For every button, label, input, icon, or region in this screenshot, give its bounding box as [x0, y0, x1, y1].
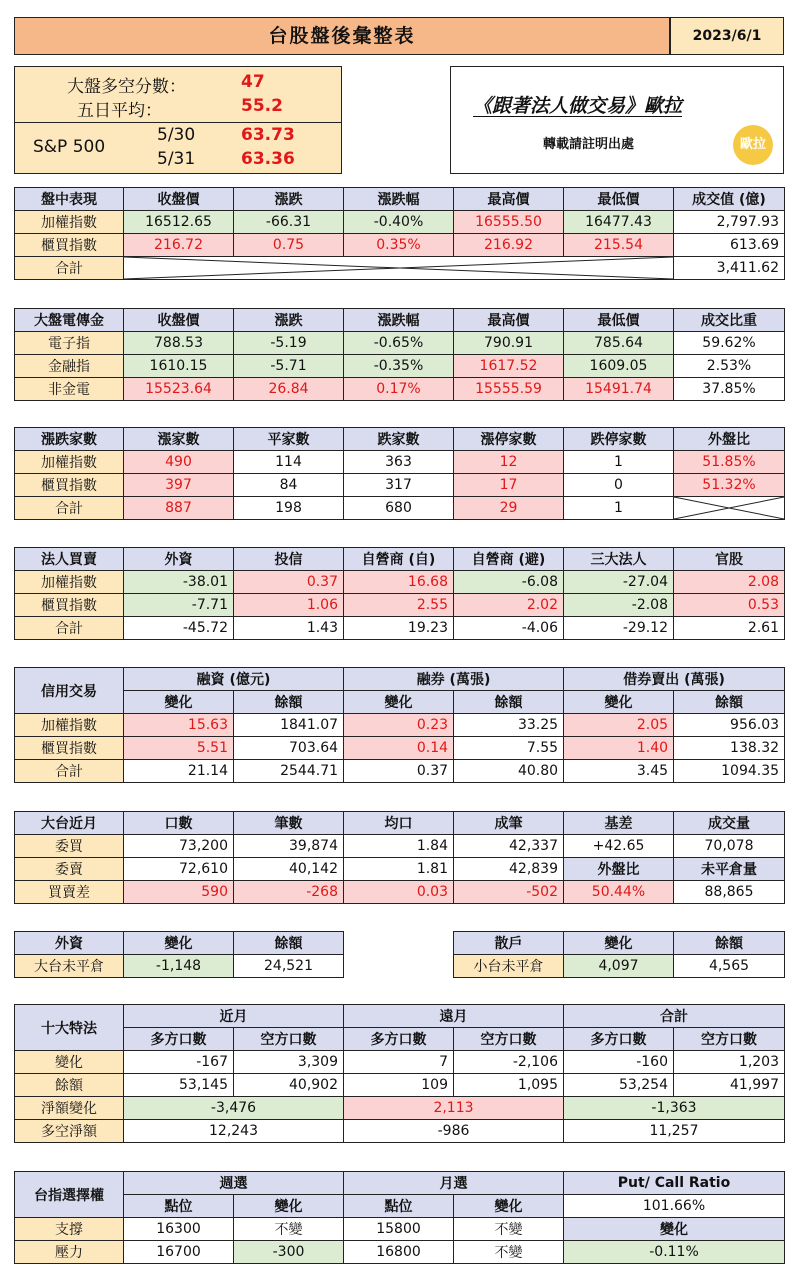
row-label: 電子指	[15, 332, 124, 355]
header-cell: 成筆	[454, 812, 564, 835]
table-cell: -4.06	[454, 617, 564, 640]
row-label: 合計	[15, 497, 124, 520]
table-cell: 17	[454, 474, 564, 497]
table-row	[15, 594, 785, 617]
table-cell: 5.51	[124, 737, 234, 760]
group-header: 借券賣出 (萬張)	[564, 668, 785, 691]
group-header: 週選	[124, 1172, 344, 1195]
row-label: 櫃買指數	[15, 594, 124, 617]
table-cell: 109	[344, 1074, 454, 1097]
table-cell: -300	[234, 1241, 344, 1264]
table-cell: 1609.05	[564, 355, 674, 378]
table-row	[15, 881, 785, 904]
header-cell: 大盤電傳金	[15, 309, 124, 332]
header-cell: 空方口數	[674, 1028, 785, 1051]
row-label: 委買	[15, 835, 124, 858]
table-cell: 2.53%	[674, 355, 785, 378]
margin-trading-table	[14, 667, 785, 783]
table-row	[15, 1218, 785, 1241]
table-cell: 1.43	[234, 617, 344, 640]
table-cell: 0.75	[234, 234, 344, 257]
header-cell: 外盤比	[564, 858, 674, 881]
table-cell: 613.69	[674, 234, 785, 257]
header-cell: 多方口數	[124, 1028, 234, 1051]
header-cell: 筆數	[234, 812, 344, 835]
table-cell: 15491.74	[564, 378, 674, 401]
row-label: 合計	[15, 617, 124, 640]
header-cell: 口數	[124, 812, 234, 835]
header-cell: 最高價	[454, 309, 564, 332]
table-cell: 216.92	[454, 234, 564, 257]
row-label: 合計	[15, 760, 124, 783]
header-cell: 點位	[344, 1195, 454, 1218]
header-cell: 變化	[234, 1195, 344, 1218]
table-cell: -7.71	[124, 594, 234, 617]
table-cell: 0.03	[344, 881, 454, 904]
table-cell: 51.32%	[674, 474, 785, 497]
header-cell: 漲跌幅	[344, 188, 454, 211]
table-cell: 3.45	[564, 760, 674, 783]
table-row	[15, 378, 785, 401]
table-cell: 1.40	[564, 737, 674, 760]
table-header-row	[15, 1195, 785, 1218]
header-cell: 最低價	[564, 309, 674, 332]
table-cell: 1.81	[344, 858, 454, 881]
pcr-change: -0.11%	[564, 1241, 785, 1264]
table-cell: 2,797.93	[674, 211, 785, 234]
header-cell: 收盤價	[124, 188, 234, 211]
table-cell: 0.17%	[344, 378, 454, 401]
row-label: 壓力	[15, 1241, 124, 1264]
header-cell: 盤中表現	[15, 188, 124, 211]
row-label: 加權指數	[15, 451, 124, 474]
table-cell: -29.12	[564, 617, 674, 640]
header-cell: 多方口數	[344, 1028, 454, 1051]
table-row	[15, 617, 785, 640]
group-header: 融資 (億元)	[124, 668, 344, 691]
table-cell: 12	[454, 451, 564, 474]
table-cell: 40,142	[234, 858, 344, 881]
row-label: 加權指數	[15, 211, 124, 234]
table-cell: 0.37	[234, 571, 344, 594]
table-cell: 317	[344, 474, 454, 497]
header-cell: 點位	[124, 1195, 234, 1218]
table-cell: 15800	[344, 1218, 454, 1241]
table-row	[15, 1074, 785, 1097]
table-row	[15, 451, 785, 474]
header-cell: 漲跌	[234, 188, 344, 211]
row-label: 小台未平倉	[454, 955, 564, 978]
table-cell: -1,148	[124, 955, 234, 978]
table-cell: 198	[234, 497, 344, 520]
row-label: 合計	[15, 257, 124, 280]
table-cell: +42.65	[564, 835, 674, 858]
group-header: 遠月	[344, 1005, 564, 1028]
header-cell: 空方口數	[454, 1028, 564, 1051]
table-cell: -986	[344, 1120, 564, 1143]
report-date: 2023/6/1	[670, 17, 784, 55]
header-cell: 變化	[454, 1195, 564, 1218]
table-cell: 50.44%	[564, 881, 674, 904]
header-cell: 平家數	[234, 428, 344, 451]
repost-note: 轉載請註明出處	[543, 137, 635, 152]
header-cell: 餘額	[674, 691, 785, 714]
avg5-label: 五日平均：	[77, 101, 162, 121]
table-header-row	[15, 668, 785, 691]
table-cell: 785.64	[564, 332, 674, 355]
header-cell: 成交量	[674, 812, 785, 835]
futures-table	[14, 811, 785, 904]
header-cell: 成交值 (億)	[674, 188, 785, 211]
table-cell: 490	[124, 451, 234, 474]
table-cell: 1617.52	[454, 355, 564, 378]
table-cell: 16300	[124, 1218, 234, 1241]
foreign-oi-table	[14, 931, 344, 978]
table-cell: 1.84	[344, 835, 454, 858]
table-cell: 70,078	[674, 835, 785, 858]
header-cell: 變化	[564, 691, 674, 714]
table-cell: 0.23	[344, 714, 454, 737]
table-cell: 19.23	[344, 617, 454, 640]
table-cell: 2.55	[344, 594, 454, 617]
table-cell: 42,839	[454, 858, 564, 881]
table-cell: -167	[124, 1051, 234, 1074]
row-label: 大台未平倉	[15, 955, 124, 978]
intraday-table	[14, 187, 785, 280]
table-cell: 956.03	[674, 714, 785, 737]
row-label: 多空淨額	[15, 1120, 124, 1143]
header-cell: 大台近月	[15, 812, 124, 835]
header-cell: 漲跌幅	[344, 309, 454, 332]
summary-divider	[15, 122, 341, 123]
header-cell: 投信	[234, 548, 344, 571]
header-cell: 漲跌家數	[15, 428, 124, 451]
table-cell: -6.08	[454, 571, 564, 594]
table-cell: -5.19	[234, 332, 344, 355]
table-cell: 1841.07	[234, 714, 344, 737]
table-cell: 26.84	[234, 378, 344, 401]
table-cell: 215.54	[564, 234, 674, 257]
header-cell: 餘額	[454, 691, 564, 714]
header-cell: 跌停家數	[564, 428, 674, 451]
row-label: 買賣差	[15, 881, 124, 904]
table-cell: 2.08	[674, 571, 785, 594]
table-cell: -66.31	[234, 211, 344, 234]
row-label: 加權指數	[15, 714, 124, 737]
header-cell: 漲跌	[234, 309, 344, 332]
header-cell: 變化	[344, 691, 454, 714]
table-cell: 15555.59	[454, 378, 564, 401]
table-row	[15, 234, 785, 257]
header-cell: 變化	[564, 1218, 785, 1241]
table-header-row	[15, 932, 344, 955]
header-cell: 餘額	[674, 932, 785, 955]
table-cell: -0.40%	[344, 211, 454, 234]
header-cell: 三大法人	[564, 548, 674, 571]
sp500-date-1: 5/30	[157, 125, 196, 145]
brand-title: 《跟著法人做交易》歐拉	[473, 95, 683, 117]
table-row	[15, 714, 785, 737]
table-cell: 1	[564, 497, 674, 520]
row-label: 加權指數	[15, 571, 124, 594]
brand-logo: 歐拉	[733, 125, 773, 165]
table-cell: 3,411.62	[674, 257, 785, 280]
header-cell: 十大特法	[15, 1005, 124, 1051]
table-row	[15, 211, 785, 234]
header-cell: 變化	[124, 691, 234, 714]
table-cell: 1.06	[234, 594, 344, 617]
header-cell: 基差	[564, 812, 674, 835]
table-cell: 138.32	[674, 737, 785, 760]
table-header-row	[15, 691, 785, 714]
table-cell: 37.85%	[674, 378, 785, 401]
row-label: 金融指	[15, 355, 124, 378]
header-cell: 變化	[124, 932, 234, 955]
table-row	[454, 955, 785, 978]
breadth-table	[14, 427, 785, 520]
pcr-value: 101.66%	[564, 1195, 785, 1218]
header-cell: 空方口數	[234, 1028, 344, 1051]
table-row	[15, 1241, 785, 1264]
table-row	[15, 858, 785, 881]
table-cell: 2544.71	[234, 760, 344, 783]
page-title: 台股盤後彙整表	[14, 17, 670, 55]
table-cell: 680	[344, 497, 454, 520]
header-cell: 信用交易	[15, 668, 124, 714]
header-cell: 均口	[344, 812, 454, 835]
header-cell: 多方口數	[564, 1028, 674, 1051]
table-cell: 16512.65	[124, 211, 234, 234]
header-cell: 外盤比	[674, 428, 785, 451]
header-cell: 變化	[564, 932, 674, 955]
row-label: 非金電	[15, 378, 124, 401]
table-cell: 24,521	[234, 955, 344, 978]
table-cell: 7.55	[454, 737, 564, 760]
table-cell: -1,363	[564, 1097, 785, 1120]
table-cell: 0.37	[344, 760, 454, 783]
table-cell: -160	[564, 1051, 674, 1074]
table-cell: 12,243	[124, 1120, 344, 1143]
sp500-label: S&P 500	[33, 137, 106, 157]
table-cell: 51.85%	[674, 451, 785, 474]
table-row	[15, 257, 785, 280]
row-label: 委賣	[15, 858, 124, 881]
sp500-value-1: 63.73	[241, 125, 295, 145]
row-label: 淨額變化	[15, 1097, 124, 1120]
table-cell: 0.35%	[344, 234, 454, 257]
table-cell: 7	[344, 1051, 454, 1074]
table-cell: 42,337	[454, 835, 564, 858]
table-cell: 53,145	[124, 1074, 234, 1097]
table-cell: 703.64	[234, 737, 344, 760]
header-cell: 最低價	[564, 188, 674, 211]
table-cell: 72,610	[124, 858, 234, 881]
sector-table	[14, 308, 785, 401]
crossed-cell	[124, 257, 674, 280]
table-cell: 73,200	[124, 835, 234, 858]
top10-traders-table	[14, 1004, 785, 1143]
table-header-row	[15, 548, 785, 571]
table-cell: 1,203	[674, 1051, 785, 1074]
table-row	[15, 1051, 785, 1074]
table-cell: -45.72	[124, 617, 234, 640]
table-cell: 59.62%	[674, 332, 785, 355]
table-cell: 4,565	[674, 955, 785, 978]
table-row	[15, 1120, 785, 1143]
header-cell: 未平倉量	[674, 858, 785, 881]
table-cell: 3,309	[234, 1051, 344, 1074]
table-cell: 16477.43	[564, 211, 674, 234]
table-cell: 33.25	[454, 714, 564, 737]
bull-bear-label: 大盤多空分數：	[67, 77, 186, 97]
options-table	[14, 1171, 785, 1264]
table-header-row	[15, 1005, 785, 1028]
sp500-date-2: 5/31	[157, 149, 196, 169]
table-row	[15, 497, 785, 520]
crossed-cell	[674, 497, 785, 520]
header-cell: 漲停家數	[454, 428, 564, 451]
table-cell: -38.01	[124, 571, 234, 594]
sp500-value-2: 63.36	[241, 149, 295, 169]
header-cell: 餘額	[234, 932, 344, 955]
avg5-value: 55.2	[241, 96, 283, 116]
table-header-row	[454, 932, 785, 955]
table-cell: -2.08	[564, 594, 674, 617]
header-cell: 漲家數	[124, 428, 234, 451]
header-cell: 自營商 (自)	[344, 548, 454, 571]
table-cell: 788.53	[124, 332, 234, 355]
header-cell: 自營商 (避)	[454, 548, 564, 571]
table-cell: 590	[124, 881, 234, 904]
table-cell: 16700	[124, 1241, 234, 1264]
table-cell: 15523.64	[124, 378, 234, 401]
institutional-table	[14, 547, 785, 640]
table-cell: 397	[124, 474, 234, 497]
table-row	[15, 1097, 785, 1120]
group-header: 合計	[564, 1005, 785, 1028]
table-cell: -502	[454, 881, 564, 904]
table-header-row	[15, 1172, 785, 1195]
table-row	[15, 737, 785, 760]
bull-bear-value: 47	[241, 72, 265, 92]
table-cell: 不變	[454, 1241, 564, 1264]
table-row	[15, 355, 785, 378]
table-cell: 16.68	[344, 571, 454, 594]
table-cell: 40,902	[234, 1074, 344, 1097]
table-header-row	[15, 428, 785, 451]
header-cell: 收盤價	[124, 309, 234, 332]
table-cell: 88,865	[674, 881, 785, 904]
market-summary-box	[14, 66, 342, 174]
table-cell: 1	[564, 451, 674, 474]
row-label: 櫃買指數	[15, 474, 124, 497]
table-cell: 4,097	[564, 955, 674, 978]
table-cell: 887	[124, 497, 234, 520]
table-cell: -0.65%	[344, 332, 454, 355]
table-header-row	[15, 1028, 785, 1051]
retail-oi-table	[453, 931, 785, 978]
table-row	[15, 835, 785, 858]
table-cell: 41,997	[674, 1074, 785, 1097]
group-header: Put/ Call Ratio	[564, 1172, 785, 1195]
table-header-row	[15, 812, 785, 835]
table-row	[15, 760, 785, 783]
table-cell: -3,476	[124, 1097, 344, 1120]
table-cell: 1,095	[454, 1074, 564, 1097]
header-cell: 法人買賣	[15, 548, 124, 571]
header-cell: 餘額	[234, 691, 344, 714]
table-cell: 29	[454, 497, 564, 520]
table-cell: 0	[564, 474, 674, 497]
header-cell: 散戶	[454, 932, 564, 955]
table-cell: -27.04	[564, 571, 674, 594]
table-cell: 不變	[234, 1218, 344, 1241]
table-cell: 216.72	[124, 234, 234, 257]
table-cell: 0.14	[344, 737, 454, 760]
table-cell: 15.63	[124, 714, 234, 737]
table-row	[15, 332, 785, 355]
group-header: 近月	[124, 1005, 344, 1028]
table-cell: 790.91	[454, 332, 564, 355]
header-cell: 官股	[674, 548, 785, 571]
table-row	[15, 955, 344, 978]
row-label: 支撐	[15, 1218, 124, 1241]
table-cell: 114	[234, 451, 344, 474]
table-cell: 2.02	[454, 594, 564, 617]
group-header: 融券 (萬張)	[344, 668, 564, 691]
table-cell: 不變	[454, 1218, 564, 1241]
row-label: 櫃買指數	[15, 234, 124, 257]
table-header-row	[15, 309, 785, 332]
table-cell: 363	[344, 451, 454, 474]
table-cell: 84	[234, 474, 344, 497]
table-cell: 2,113	[344, 1097, 564, 1120]
table-cell: 53,254	[564, 1074, 674, 1097]
table-cell: -2,106	[454, 1051, 564, 1074]
table-cell: 16800	[344, 1241, 454, 1264]
table-row	[15, 571, 785, 594]
table-cell: 11,257	[564, 1120, 785, 1143]
header-cell: 外資	[15, 932, 124, 955]
header-cell: 最高價	[454, 188, 564, 211]
table-cell: 39,874	[234, 835, 344, 858]
header-cell: 台指選擇權	[15, 1172, 124, 1218]
header-cell: 成交比重	[674, 309, 785, 332]
row-label: 餘額	[15, 1074, 124, 1097]
header-cell: 跌家數	[344, 428, 454, 451]
table-cell: -0.35%	[344, 355, 454, 378]
table-header-row	[15, 188, 785, 211]
table-cell: -268	[234, 881, 344, 904]
row-label: 櫃買指數	[15, 737, 124, 760]
table-cell: 21.14	[124, 760, 234, 783]
table-cell: 0.53	[674, 594, 785, 617]
table-cell: 40.80	[454, 760, 564, 783]
table-cell: 1094.35	[674, 760, 785, 783]
header-cell: 外資	[124, 548, 234, 571]
row-label: 變化	[15, 1051, 124, 1074]
brand-box	[450, 66, 784, 174]
table-cell: 2.05	[564, 714, 674, 737]
table-cell: 2.61	[674, 617, 785, 640]
group-header: 月選	[344, 1172, 564, 1195]
table-cell: 16555.50	[454, 211, 564, 234]
table-cell: -5.71	[234, 355, 344, 378]
table-cell: 1610.15	[124, 355, 234, 378]
table-row	[15, 474, 785, 497]
